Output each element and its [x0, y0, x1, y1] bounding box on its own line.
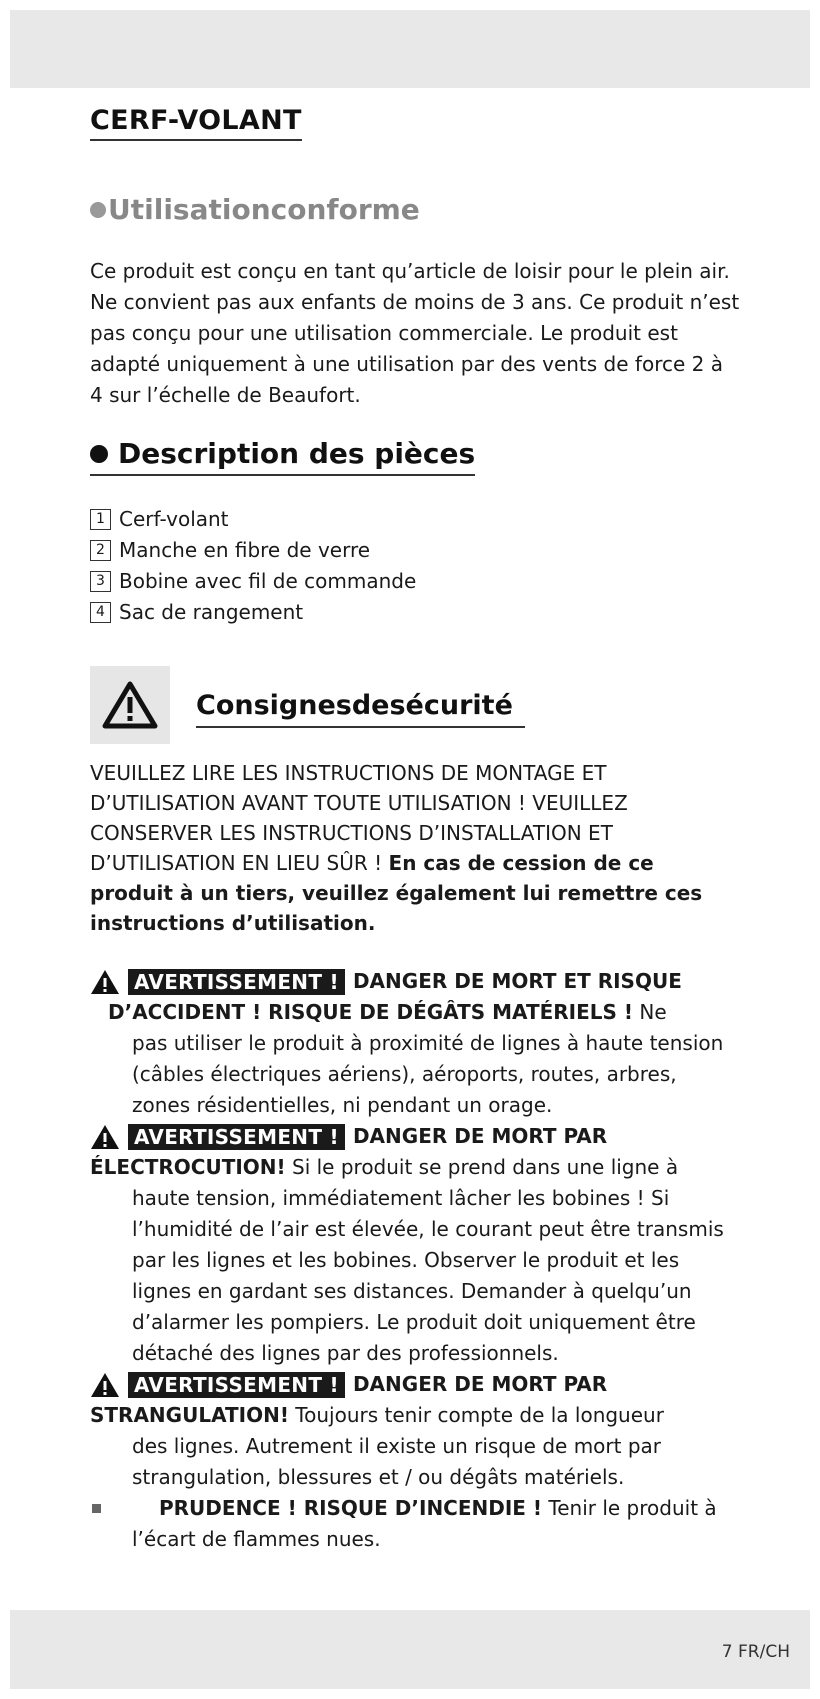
warning-text: pas utiliser le produit à proximité de lignes à haute tension (câbles électriques aériens), aéroports, routes, arbres, zones résidentielles, ni pendant un orage. — [132, 1031, 724, 1117]
warning-text-inline: Si le produit se prend dans une ligne à — [292, 1155, 679, 1179]
intended-use-heading — [90, 193, 420, 226]
part-label: Bobine avec fil de commande — [119, 569, 417, 593]
list-item — [90, 597, 740, 628]
square-bullet-icon — [92, 1504, 101, 1513]
footer-band — [10, 1610, 810, 1689]
warning-block — [90, 1369, 740, 1493]
part-number: 1 — [90, 509, 111, 530]
warning-title: DANGER DE MORT PAR — [352, 1372, 608, 1396]
warning-title: DANGER DE MORT ET RISQUE — [352, 969, 682, 993]
page-number: 7 FR/CH — [721, 1642, 790, 1662]
safety-intro — [90, 758, 740, 938]
warning-triangle-icon — [90, 969, 120, 995]
caution-block — [90, 1493, 740, 1555]
parts-heading-text: Description des pièces — [118, 437, 476, 470]
intended-use-text: Ce produit est conçu en tant qu’article de loisir pour le plein air. Ne convient pas aux enfants de moins de 3 ans. Ce produit n’est pas conçu pour une utilisation commerciale. Le produit est adapté uniquement à une utilisation par des vents de force 2 à 4 sur l’échelle de Beaufort. — [90, 259, 740, 407]
safety-header — [90, 666, 740, 744]
intended-use-heading-text: Utilisationconforme — [108, 193, 420, 226]
warning-title-cont: STRANGULATION! — [90, 1403, 289, 1427]
caution-text: l’écart de flammes nues. — [132, 1527, 381, 1551]
safety-heading: Consignesdesécurité — [196, 690, 525, 728]
page-title: CERF-VOLANT — [90, 105, 302, 141]
parts-list — [90, 504, 740, 628]
warning-badge: AVERTISSEMENT ! — [128, 1124, 345, 1150]
warning-block — [90, 1121, 740, 1369]
part-label: Cerf-volant — [119, 507, 229, 531]
caution-text-inline: Tenir le produit à — [548, 1496, 717, 1520]
part-number: 3 — [90, 571, 111, 592]
list-item — [90, 504, 740, 535]
bullet-icon — [90, 202, 106, 218]
warning-icon — [90, 666, 170, 744]
list-item — [90, 535, 740, 566]
warning-title-cont: D’ACCIDENT ! RISQUE DE DÉGÂTS MATÉRIELS ! — [108, 1000, 633, 1024]
bullet-icon — [90, 445, 108, 463]
warning-block — [90, 966, 740, 1121]
list-item — [90, 566, 740, 597]
part-number: 2 — [90, 540, 111, 561]
safety-intro-caps: VEUILLEZ LIRE LES INSTRUCTIONS DE MONTAGE ET D’UTILISATION AVANT TOUTE UTILISATION ! VEUILLEZ CONSERVER LES INSTRUCTIONS D’INSTALLATION ET D’UTILISATION EN LIEU SÛR ! — [90, 761, 628, 875]
part-label: Sac de rangement — [119, 600, 304, 624]
part-number: 4 — [90, 602, 111, 623]
caution-title: PRUDENCE ! RISQUE D’INCENDIE ! — [159, 1496, 543, 1520]
header-band — [10, 10, 810, 88]
warning-text: des lignes. Autrement il existe un risque de mort par strangulation, blessures et / ou dégâts matériels. — [132, 1434, 662, 1489]
warning-text-inline: Ne — [639, 1000, 667, 1024]
warning-badge: AVERTISSEMENT ! — [128, 1372, 345, 1398]
warning-triangle-icon — [90, 1372, 120, 1398]
warning-triangle-icon — [90, 1124, 120, 1150]
warning-badge: AVERTISSEMENT ! — [128, 969, 345, 995]
parts-heading — [90, 437, 475, 476]
warning-text-inline: Toujours tenir compte de la longueur — [295, 1403, 664, 1427]
safety-intro-bold: En cas de cession de ce produit à un tiers, veuillez également lui remettre ces instructions d’utilisation. — [90, 851, 703, 935]
warning-title: DANGER DE MORT PAR — [352, 1124, 608, 1148]
page-content — [90, 105, 740, 1555]
warning-text: haute tension, immédiatement lâcher les bobines ! Si l’humidité de l’air est élevée, le courant peut être transmis par les lignes et les bobines. Observer le produit et les lignes en gardant ses distances. Demander à quelqu’un d’alarmer les pompiers. Le produit doit uniquement être détaché des lignes par des professionnels. — [132, 1186, 724, 1365]
part-label: Manche en fibre de verre — [119, 538, 371, 562]
warning-title-cont: ÉLECTROCUTION! — [90, 1155, 286, 1179]
